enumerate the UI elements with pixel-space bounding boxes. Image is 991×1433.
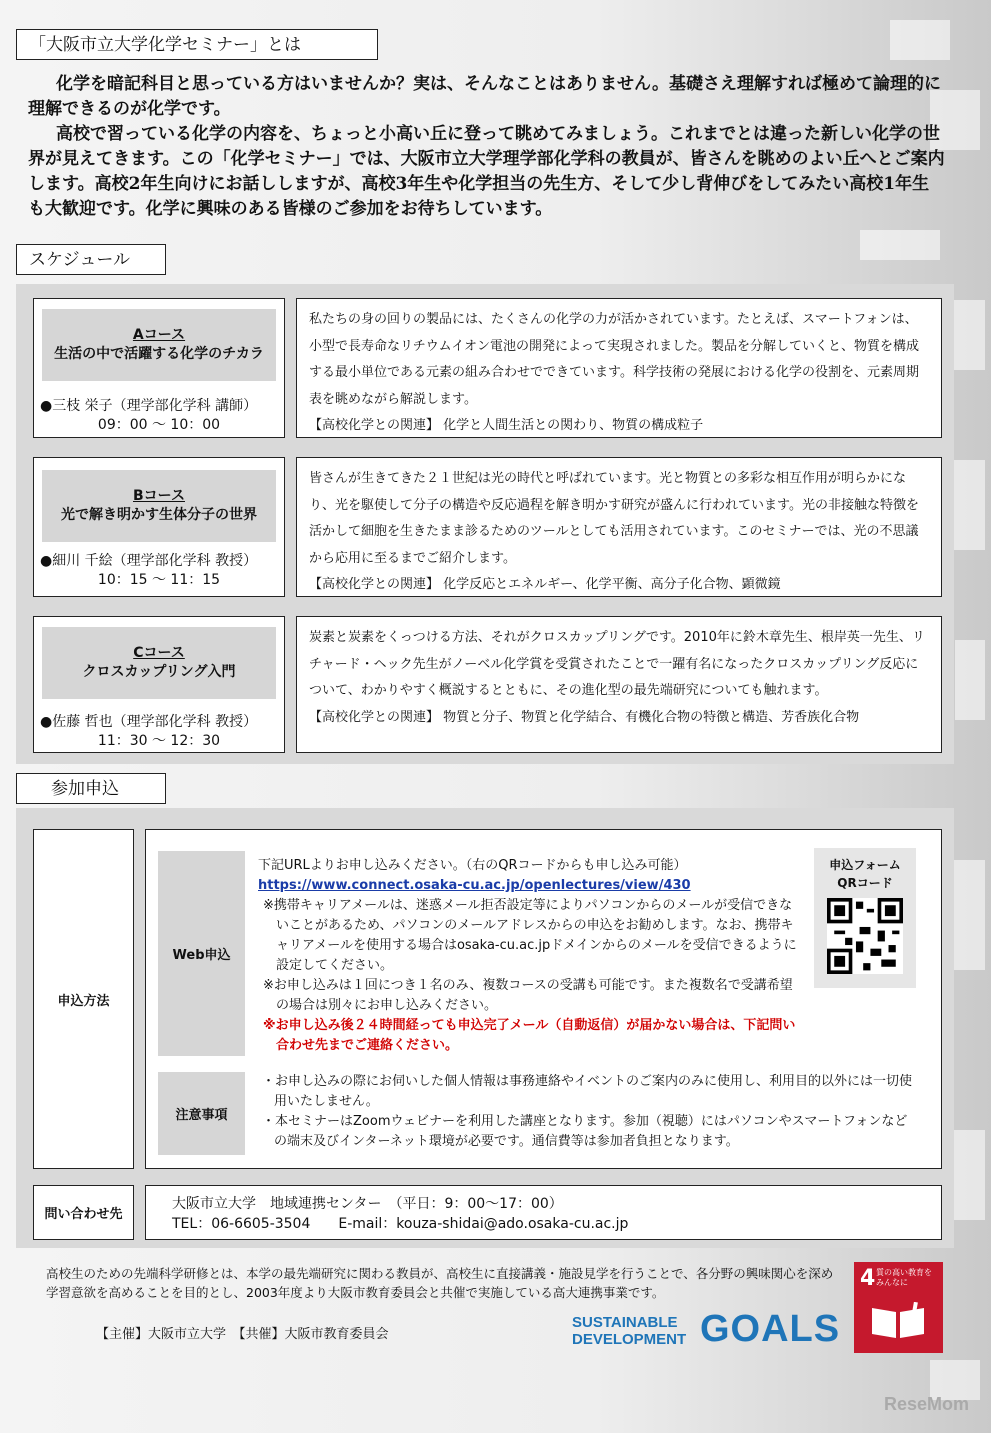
course-time-b: 10：15 ～ 11：15: [97, 572, 221, 588]
intro-text: [28, 72, 946, 222]
contact-line-2: TEL：06-6605-3504 E-mail：kouza-shidai@ado.osaka-cu.ac.jp: [172, 1216, 629, 1232]
course-desc-a: 私たちの身の回りの製品には、たくさんの化学の力が活かされています。たとえば、スマートフォンは、小型で長寿命なリチウムイオン電池の開発によって実現されました。製品を分解していくと、物質を構成する最小単位である元素の組み合わせでできています。科学技術の発展における化学の役割を、元素周期表を眺めながら解説します。: [309, 312, 919, 407]
qr-code-icon[interactable]: [827, 898, 903, 974]
notice-item-1: ・お申し込みの際にお伺いした個人情報は事務連絡やイベントのご案内のみに使用し、利用目的以外には一切使用いたしません。: [262, 1074, 913, 1109]
course-desc-c: 炭素と炭素をくっつける方法、それがクロスカップリングです。2010年に鈴木章先生、根岸英一先生、リチャード・ヘック先生がノーベル化学賞を受賞されたことで一躍有名になったクロスカップリング反応について、わかりやすく概説するとともに、その進化型の最先端研究についても触れます。: [309, 630, 925, 698]
course-code-a: Aコース: [132, 327, 186, 343]
course-title-c: [42, 627, 276, 699]
section-title-schedule: スケジュール: [16, 244, 166, 275]
course-desc-box-a: [296, 298, 942, 438]
course-teacher-b: ●細川 千絵（理学部化学科 教授）: [40, 553, 258, 569]
web-apply-text: [258, 856, 798, 1056]
course-name-b: 光で解き明かす生体分子の世界: [61, 507, 257, 523]
web-apply-alert: ※お申し込み後２４時間経っても申込完了メール（自動返信）が届かない場合は、下記問い合わせ先までご連絡ください。: [263, 1018, 796, 1053]
apply-method-label: 申込方法: [33, 829, 134, 1169]
course-time-a: 09：00 ～ 10：00: [97, 417, 221, 433]
web-apply-intro: 下記URLよりお申し込みください。（右のQRコードからも申し込み可能）: [258, 858, 687, 873]
notice-text: [258, 1072, 918, 1152]
course-teacher-a: ●三枝 栄子（理学部化学科 講師）: [40, 398, 258, 414]
course-related-b: 【高校化学との関連】 化学反応とエネルギー、化学平衡、高分子化合物、顕微鏡: [309, 577, 781, 592]
course-teacher-c: ●佐藤 哲也（理学部化学科 教授）: [40, 714, 258, 730]
section-title-about: 「大阪市立大学化学セミナー」とは: [16, 29, 378, 60]
course-card-a: [33, 298, 285, 438]
book-icon: [868, 1302, 928, 1342]
course-title-a: [42, 309, 276, 381]
course-related-c: 【高校化学との関連】 物質と分子、物質と化学結合、有機化合物の特徴と構造、芳香族化合物: [309, 709, 860, 725]
course-code-b: Bコース: [133, 488, 185, 504]
sdg-goals: GOALS: [700, 1308, 841, 1350]
notice-label: 注意事項: [158, 1072, 245, 1155]
course-name-c: クロスカップリング入門: [82, 664, 236, 680]
section-title-apply: 参加申込: [16, 773, 166, 804]
course-name-a: 生活の中で活躍する化学のチカラ: [54, 346, 264, 362]
web-apply-label: Web申込: [158, 851, 245, 1056]
contact-label: 問い合わせ先: [33, 1185, 134, 1240]
notice-item-2: ・本セミナーはZoomウェビナーを利用した講座となります。参加（視聴）にはパソコンやスマートフォンなどの端末及びインターネット環境が必要です。通信費等は参加者負担となります。: [262, 1114, 908, 1149]
intro-paragraph-2: 高校で習っている化学の内容を、ちょっと小高い丘に登って眺めてみましょう。これまでとは違った新しい化学の世界が見えてきます。この「化学セミナー」では、大阪市立大学理学部化学科の教員が、皆さんを眺めのよい丘へとご案内します。高校2年生向けにお話ししますが、高校3年生や化学担当の先生方、そして少し背伸びをしてみたい高校1年生も大歓迎です。化学に興味のある皆様のご参加をお待ちしています。: [28, 124, 945, 219]
qr-label-1: 申込フォーム: [829, 858, 901, 872]
course-code-c: Cコース: [133, 645, 185, 661]
organizers: 【主催】大阪市立大学 【共催】大阪市教育委員会: [96, 1327, 389, 1342]
course-desc-box-c: [296, 616, 942, 753]
web-apply-note-2: ※お申し込みは１回につき１名のみ、複数コースの受講も可能です。また複数名で受講希望の場合は別々にお申し込みください。: [263, 978, 793, 1013]
course-desc-b: 皆さんが生きてきた２１世紀は光の時代と呼ばれています。光と物質との多彩な相互作用が明らかになり、光を駆使して分子の構造や反応過程を解き明かす研究が盛んに行われています。光の非接触な特徴を活かして細胞を生きたまま診るためのツールとしても活用されています。このセミナーでは、光の不思議から応用に至るまでご紹介します。: [309, 471, 919, 566]
sdg-line-2: DEVELOPMENT: [572, 1331, 687, 1348]
sdg-logo: [572, 1308, 841, 1352]
sdg-goal-4-icon: [854, 1262, 943, 1353]
contact-text: [172, 1194, 628, 1234]
course-title-b: [42, 470, 276, 542]
intro-paragraph-1: 化学を暗記科目と思っている方はいませんか？実は、そんなことはありません。基礎さえ理解すれば極めて論理的に理解できるのが化学です。: [28, 74, 942, 119]
course-desc-box-b: [296, 457, 942, 597]
contact-line-1: 大阪市立大学 地域連携センター （平日：9：00～17：00）: [172, 1196, 563, 1212]
apply-url-link[interactable]: https://www.connect.osaka-cu.ac.jp/openlectures/view/430: [258, 878, 691, 893]
course-related-a: 【高校化学との関連】 化学と人間生活との関わり、物質の構成粒子: [309, 418, 704, 433]
course-card-c: [33, 616, 285, 753]
footer-text: 高校生のための先端科学研修とは、本学の最先端研究に関わる教員が、高校生に直接講義・施設見学を行うことで、各分野の興味関心を深め学習意欲を高めることを目的とし、2003年度より大阪市教育委員会と共催で実施している高大連携事業です。: [46, 1266, 834, 1300]
watermark: ReseMom: [884, 1394, 970, 1414]
course-card-b: [33, 457, 285, 597]
qr-label-2: QRコード: [837, 876, 893, 890]
sdg-line-1: SUSTAINABLE: [572, 1314, 678, 1331]
sdg4-number: 4: [860, 1266, 876, 1291]
qr-panel: [814, 848, 916, 988]
course-time-c: 11：30 ～ 12：30: [97, 733, 221, 749]
sdg4-text: 質の高い教育をみんなに: [876, 1268, 932, 1287]
web-apply-note-1: ※携帯キャリアメールは、迷惑メール拒否設定等によりパソコンからのメールが受信できないことがあるため、パソコンのメールアドレスからの申込をお勧めします。なお、携帯キャリアメールを使用する場合はosaka-cu.ac.jpドメインからのメールを受信できるように設定してください。: [263, 898, 797, 973]
